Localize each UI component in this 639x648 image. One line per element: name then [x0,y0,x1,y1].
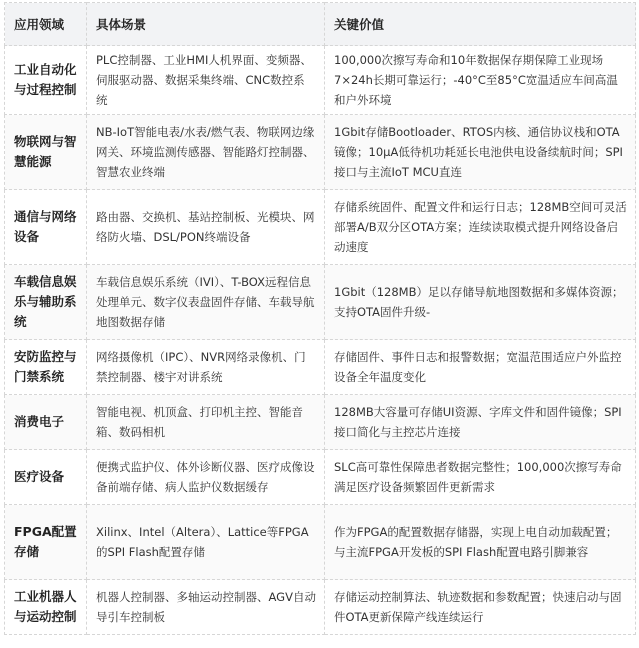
scenario-cell: PLC控制器、工业HMI人机界面、变频器、伺服驱动器、数据采集终端、CNC数控系统 [87,46,325,115]
scenario-cell: 车载信息娱乐系统（IVI）、T-BOX远程信息处理单元、数字仪表盘固件存储、车载导航地图数据存储 [87,265,325,340]
value-cell: 128MB大容量可存储UI资源、字库文件和固件镜像；SPI接口简化与主控芯片连接 [325,395,636,450]
table-row [5,340,636,395]
header-scenario: 具体场景 [87,3,325,46]
scenario-cell: NB-IoT智能电表/水表/燃气表、物联网边缘网关、环境监测传感器、智能路灯控制器、智慧农业终端 [87,115,325,190]
value-cell: 100,000次擦写寿命和10年数据保存期保障工业现场7×24h长期可靠运行；-40°C至85°C宽温适应车间高温和户外环境 [325,46,636,115]
value-cell: 存储固件、事件日志和报警数据；宽温范围适应户外监控设备全年温度变化 [325,340,636,395]
domain-cell: 安防监控与门禁系统 [5,340,87,395]
scenario-cell: 便携式监护仪、体外诊断仪器、医疗成像设备前端存储、病人监护仪数据缓存 [87,450,325,505]
value-cell: 作为FPGA的配置数据存储器，实现上电自动加载配置；与主流FPGA开发板的SPI Flash配置电路引脚兼容 [325,505,636,580]
scenario-cell: 路由器、交换机、基站控制板、光模块、网络防火墙、DSL/PON终端设备 [87,190,325,265]
value-cell: 1Gbit（128MB）足以存储导航地图数据和多媒体资源；支持OTA固件升级- [325,265,636,340]
table-row [5,265,636,340]
domain-cell: 物联网与智慧能源 [5,115,87,190]
domain-cell: FPGA配置存储 [5,505,87,580]
header-value: 关键价值 [325,3,636,46]
value-cell: 1Gbit存储Bootloader、RTOS内核、通信协议栈和OTA镜像；10μA低待机功耗延长电池供电设备续航时间；SPI接口与主流IoT MCU直连 [325,115,636,190]
domain-cell: 医疗设备 [5,450,87,505]
application-table [4,2,636,635]
table-header-row [5,3,636,46]
table-row [5,395,636,450]
scenario-cell: 网络摄像机（IPC）、NVR网络录像机、门禁控制器、楼宇对讲系统 [87,340,325,395]
domain-cell: 消费电子 [5,395,87,450]
table-row [5,46,636,115]
scenario-cell: 机器人控制器、多轴运动控制器、AGV自动导引车控制板 [87,580,325,635]
value-cell: SLC高可靠性保障患者数据完整性；100,000次擦写寿命满足医疗设备频繁固件更新需求 [325,450,636,505]
table-row [5,505,636,580]
value-cell: 存储系统固件、配置文件和运行日志；128MB空间可灵活部署A/B双分区OTA方案；连续读取模式提升网络设备启动速度 [325,190,636,265]
value-cell: 存储运动控制算法、轨迹数据和参数配置；快速启动与固件OTA更新保障产线连续运行 [325,580,636,635]
domain-cell: 通信与网络设备 [5,190,87,265]
table-row [5,450,636,505]
scenario-cell: 智能电视、机顶盒、打印机主控、智能音箱、数码相机 [87,395,325,450]
header-domain: 应用领域 [5,3,87,46]
table-row [5,115,636,190]
domain-cell: 车载信息娱乐与辅助系统 [5,265,87,340]
domain-cell: 工业自动化与过程控制 [5,46,87,115]
table-row [5,580,636,635]
domain-cell: 工业机器人与运动控制 [5,580,87,635]
table-row [5,190,636,265]
scenario-cell: Xilinx、Intel（Altera）、Lattice等FPGA的SPI Flash配置存储 [87,505,325,580]
